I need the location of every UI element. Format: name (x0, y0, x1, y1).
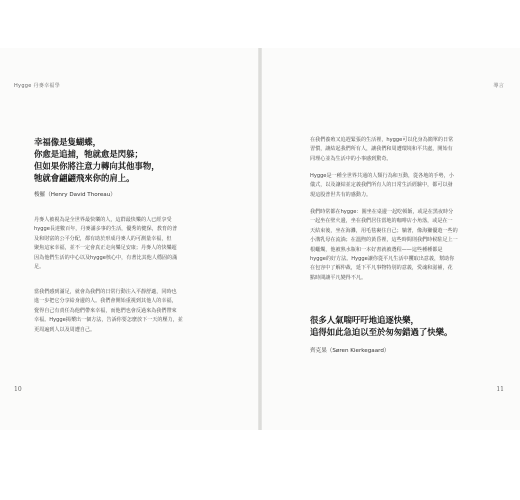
text-line: 小溝乳母在流淌；在溫煦的黃昏裡，這些時間則我們時候駐足上一 (310, 237, 458, 244)
text-line: 幸福。Hygge揭櫫出一個方法，告訴你要怎麼放下一天的壓力，並 (34, 317, 183, 324)
body-paragraph-2 (310, 172, 508, 200)
text-line: 天結束後，坐在海灘，用毛毯裹住自己；躺著，像海獺優遊一些的 (310, 227, 458, 234)
text-line: hygge的好方法。Hygge讓你從平凡生活中攫取出意義，幫助你 (310, 256, 455, 263)
body-paragraph-1 (310, 136, 508, 164)
text-line: Hygge是一種全世界共通的人類行為和互動，從各地的手勢，小 (310, 173, 454, 179)
body-paragraph-2 (34, 288, 232, 335)
text-line: 聚焦這家幸福，並不一定會真正走向樂足安康；丹麥人的快樂超 (34, 245, 177, 252)
quote-line: 牠就會翩翩飛來你的肩上。 (34, 173, 135, 183)
text-line: 覺得自己有責任為他們帶來幸福，而他們也會反過來為我們帶來 (34, 307, 177, 314)
right-page (262, 48, 520, 430)
text-line: 在包容中了解仲裁，延下平凡事物特別的意義，愛魂和滋補，花 (310, 265, 453, 272)
closing-quote (310, 314, 500, 338)
book-spread (0, 48, 520, 430)
text-line: 一起坐在壁火邊，坐在我們居住當地的咖啡店小角落，或是在一 (310, 218, 453, 225)
running-head-left: Hygge 丹麥幸福學 (14, 83, 61, 89)
text-line: 在我們養殖又追趕緊張的生活裡，hygge可以化身為簡單的日常 (310, 137, 454, 143)
text-line: 當我們感到滿足，就會為我們的日常行動注入平靜舒適，同時也 (34, 289, 177, 295)
quote-attribution: 齊克果（Søren Kierkegaard） (310, 348, 390, 354)
quote-line: 幸福像是隻蝴蝶， (34, 137, 101, 147)
text-line: 因為他們生活的中心以及hygge核心中，有著比其他人穩固的滿 (34, 254, 178, 261)
quote-line: 追得如此急迫以至於匆匆錯過了快樂。 (310, 327, 453, 337)
opening-quote (34, 136, 244, 184)
left-page (0, 48, 258, 430)
text-line: 及和財富的公平分配，都有助於形成丹麥人的可測量幸福，但 (34, 235, 172, 242)
text-line: hygge長達數百年，丹麥滿多事的生活，優秀的健保，教育的普 (34, 226, 178, 233)
text-line: 習慣，讓結起我們所有人，讓我們和周遭環境和平共處，開始有 (310, 146, 453, 153)
quote-attribution: 梭羅（Henry David Thoreau） (34, 192, 116, 198)
text-line: 更周遍到人以及周遭自己。 (34, 326, 96, 333)
text-line: 我們時常都在hygge：圍坐在桌邊一起吃頓飯，或是在黑夜時分 (310, 209, 454, 215)
text-line: 丹麥人被視為是全世界最快樂的人，這群最快樂的人已經享受 (34, 217, 172, 223)
body-paragraph-1 (34, 216, 232, 272)
text-line: 現這股普世共有的感動力。 (310, 191, 372, 198)
text-line: 足。 (34, 264, 45, 271)
text-line: 進一步把它分享給身邊的人。我們會開始重視到其他人的幸福， (34, 298, 177, 305)
page-number-left: 10 (14, 386, 22, 393)
body-paragraph-3 (310, 208, 508, 283)
text-line: 同理心並為生活中的小事感到驚奇。 (310, 155, 392, 162)
quote-line: 你愈是追捕，牠就愈是閃躲； (34, 149, 143, 159)
text-line: 儀式，以及讓結並定義我們所有人的日常生活經驗中，都可以發 (310, 182, 453, 189)
page-number-right: 11 (496, 386, 504, 393)
running-head-right: 導言 (493, 83, 504, 89)
text-line: 根蠟燭，他被熟水瓶和一本好書就被選程——這些種種都是 (310, 246, 443, 253)
quote-line: 很多人氣喘吁吁地追逐快樂， (310, 315, 419, 325)
quote-line: 但如果你將注意力轉向其他事物， (34, 161, 160, 171)
text-line: 點時間讓平凡變得不凡。 (310, 274, 367, 281)
